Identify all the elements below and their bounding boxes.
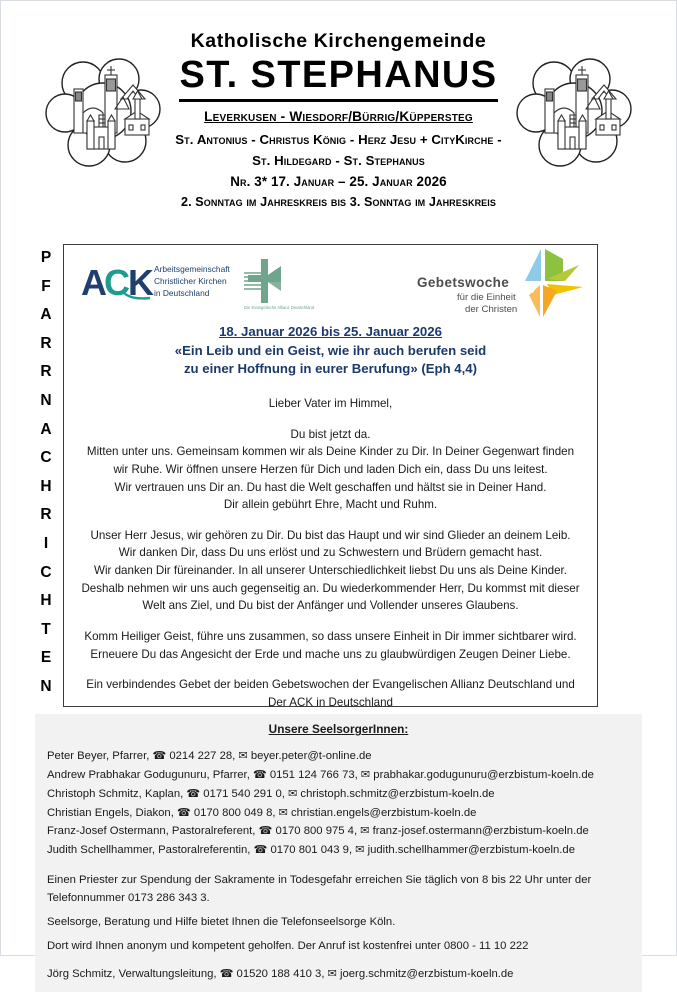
vertical-letter: A [40, 420, 52, 438]
svg-text:C: C [104, 262, 130, 303]
phone-icon: ☎ [252, 767, 267, 781]
phone-icon: ☎ [258, 824, 273, 838]
phone-icon: ☎ [176, 805, 191, 819]
phone-icon: ☎ [253, 843, 268, 857]
prayer-source: Ein verbindendes Gebet der beiden Gebetswochen der Evangelischen Allianz Deutschland und Der ACK in Deutschland [86, 678, 575, 709]
mail-icon: ✉ [327, 967, 337, 981]
telefonseelsorge-note: Seelsorge, Beratung und Hilfe bietet Ihnen die Telefonseelsorge Köln. [47, 916, 396, 929]
prayer-text [64, 395, 597, 711]
svg-text:Gebetswoche: Gebetswoche [417, 275, 510, 290]
pastoral-contacts-block [35, 714, 642, 992]
prayer-logo-row [64, 245, 597, 323]
contact-phone: 0170 801 043 9, [270, 844, 353, 857]
phone-icon: ☎ [152, 749, 167, 762]
parishes-line-1: St. Antonius - Christus König - Herz Jesu + CityKirche - [175, 132, 502, 148]
contact-email[interactable]: judith.schellhammer@erzbistum-koeln.de [367, 844, 575, 857]
vertical-letter: I [43, 534, 49, 552]
vertical-letter: E [40, 649, 52, 667]
page-supertitle: Katholische Kirchengemeinde [190, 30, 487, 52]
gebetswoche-dates: 18. Januar 2026 bis 25. Januar 2026 [219, 324, 442, 339]
contact-email[interactable]: franz-josef.ostermann@erzbistum-koeln.de [372, 825, 589, 838]
contacts-list [47, 747, 630, 860]
sunday-line: 2. Sonntag im Jahreskreis bis 3. Sonntag im Jahreskreis [181, 195, 496, 210]
svg-text:der Christen: der Christen [465, 304, 518, 315]
contact-phone: 0151 124 766 73, [269, 768, 358, 781]
prayer-heading [64, 323, 597, 379]
mail-icon: ✉ [238, 749, 248, 762]
ack-logo [80, 257, 230, 305]
page-title: ST. STEPHANUS [179, 56, 497, 102]
contact-phone: 0171 540 291 0, [203, 787, 285, 800]
mail-icon: ✉ [278, 805, 288, 819]
svg-text:K: K [128, 262, 154, 303]
contact-name-role: Franz-Josef Ostermann, Pastoralreferent, [47, 825, 256, 838]
svg-text:Arbeitsgemeinschaft: Arbeitsgemeinschaft [154, 264, 230, 274]
vertical-letter: T [41, 620, 51, 638]
gebetswoche-logo [413, 247, 589, 319]
svg-text:für die Einheit: für die Einheit [457, 292, 516, 303]
prayer-paragraph: Komm Heiliger Geist, führe uns zusammen, so dass unsere Einheit in Dir immer sichtbarer wird. Erneuere Du das Angesicht der Erde und mache uns zu glaubwürdigen Zeugen Deiner Liebe. [84, 629, 577, 661]
svg-text:Christlicher Kirchen: Christlicher Kirchen [154, 276, 227, 286]
svg-text:A: A [81, 262, 107, 303]
vertical-letter: N [40, 391, 52, 409]
telefonseelsorge-free-note: Dort wird Ihnen anonym und kompetent geholfen. Der Anruf ist kostenfrei unter 0800 - 11 10 222 [47, 940, 529, 953]
phone-icon: ☎ [219, 967, 234, 981]
prayer-paragraph: Lieber Vater im Himmel, [268, 397, 393, 411]
contact-email[interactable]: prabhakar.godugunuru@erzbistum-koeln.de [373, 768, 594, 781]
vertical-letter: R [40, 334, 52, 352]
contact-phone: 01520 188 410 3, [236, 968, 325, 981]
contact-email[interactable]: christian.engels@erzbistum-koeln.de [291, 806, 477, 819]
contact-email[interactable]: beyer.peter@t-online.de [250, 750, 372, 762]
svg-text:Die Evangelische Allianz Deuts: Die Evangelische Allianz Deutschland [244, 305, 315, 310]
phone-icon: ☎ [186, 786, 201, 800]
prayer-box [63, 244, 598, 707]
vertical-letter: C [40, 563, 52, 581]
parishes-line-2: St. Hildegard - St. Stephanus [252, 153, 425, 169]
vertical-letter: H [40, 592, 52, 610]
issue-line: Nr. 3* 17. Januar – 25. Januar 2026 [230, 174, 447, 190]
vertical-letter: A [40, 306, 52, 324]
region-line: Leverkusen - Wiesdorf/Bürrig/Küppersteg [204, 109, 473, 125]
contact-name-role: Jörg Schmitz, Verwaltungsleitung, [47, 968, 217, 981]
header-titles [139, 31, 539, 209]
contact-row [47, 785, 630, 804]
page-header [1, 1, 676, 219]
mail-icon: ✉ [360, 767, 371, 781]
prayer-paragraph: Du bist jetzt da. Mitten unter uns. Gemeinsam kommen wir als Deine Kinder zu Dir. In Deiner Gegenwart finden wir Ruhe. Wir öffnen unsere Herzen für Dich und laden Dich ein, dass Du uns leitest. Wir vertrauen uns Dir an. Du hast die Welt geschaffen und hältst sie in Deiner Hand. Dir allein gebührt Ehre, Macht und Ruhm. [86, 427, 575, 512]
administration-contact-row [47, 967, 630, 980]
contact-row [47, 766, 630, 785]
evangelische-allianz-logo [222, 253, 314, 313]
svg-text:in Deutschland: in Deutschland [154, 288, 210, 298]
prayer-motto-line-2: zu einer Hoffnung in eurer Berufung» (Eph 4,4) [183, 361, 478, 377]
contact-name-role: Peter Beyer, Pfarrer, [47, 750, 150, 762]
mail-icon: ✉ [288, 786, 298, 800]
prayer-paragraph: Unser Herr Jesus, wir gehören zu Dir. Du bist das Haupt und wir sind Glieder an deinem Leib. Wir danken Dir, dass Du uns erlöst und zu Schwestern und Brüdern gemacht hast. Wir danken Dir füreinander. In all unserer Unterschiedlichkeit liebst Du uns als Deine Kinder. Deshalb nehmen wir uns auch gegenseitig an. Du wiederkommender Herr, Du kommst mit dieser Welt ans Ziel, und Du bist der Anfänger und Vollender unseres Glaubens. [81, 528, 580, 613]
contact-phone: 0170 800 049 8, [193, 806, 276, 819]
emergency-note: Einen Priester zur Spendung der Sakramente in Todesgefahr erreichen Sie täglich von 8 bis 22 Uhr unter der Telefonnummer 0173 286 343 3. [47, 874, 592, 905]
pfarrnachrichten-vertical-label [35, 244, 57, 702]
vertical-letter: N [40, 677, 52, 695]
vertical-letter: R [40, 506, 52, 524]
vertical-letter: P [40, 249, 52, 266]
contact-name-role: Andrew Prabhakar Godugunuru, Pfarrer, [47, 768, 250, 781]
contact-phone: 0214 227 28, [169, 750, 236, 762]
vertical-letter: H [40, 477, 52, 495]
contact-email[interactable]: christoph.schmitz@erzbistum-koeln.de [300, 787, 495, 800]
church-cluster-logo [520, 53, 630, 171]
contact-row [47, 841, 630, 860]
mail-icon: ✉ [355, 843, 365, 857]
emergency-notes [47, 871, 630, 955]
contact-name-role: Judith Schellhammer, Pastoralreferentin, [47, 844, 251, 857]
contact-phone: 0170 800 975 4, [275, 825, 358, 838]
mail-icon: ✉ [360, 824, 370, 838]
prayer-motto-line-1: «Ein Leib und ein Geist, wie ihr auch berufen seid [174, 342, 487, 358]
contact-row [47, 747, 630, 766]
vertical-letter: F [41, 277, 51, 295]
contact-row [47, 804, 630, 823]
contact-row [47, 822, 630, 841]
contact-name-role: Christian Engels, Diakon, [47, 806, 174, 819]
contact-email[interactable]: joerg.schmitz@erzbistum-koeln.de [339, 968, 514, 981]
vertical-letter: R [40, 363, 52, 381]
contacts-heading: Unsere SeelsorgerInnen: [268, 722, 409, 736]
contact-name-role: Christoph Schmitz, Kaplan, [47, 787, 184, 800]
vertical-letter: C [40, 449, 52, 467]
church-cluster-logo [49, 53, 159, 171]
